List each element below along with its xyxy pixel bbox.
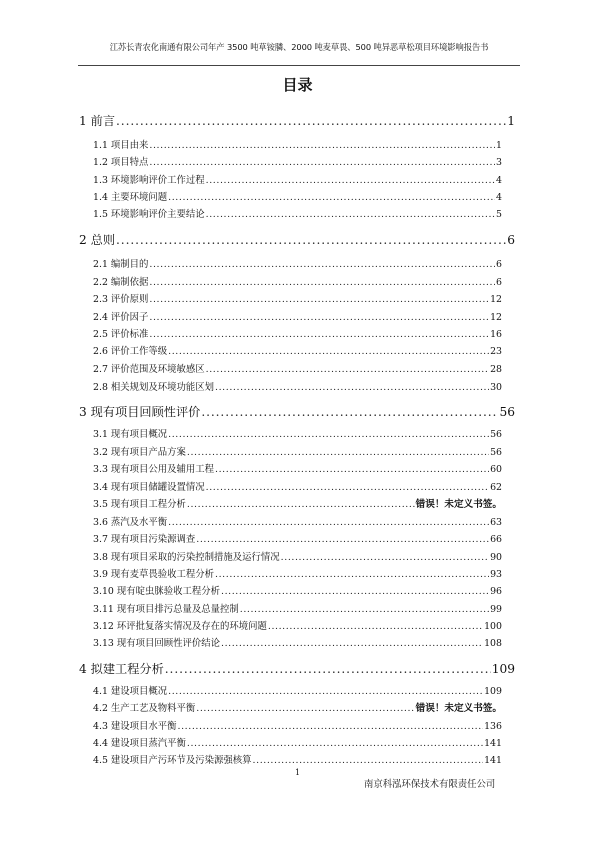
toc-page-number: 23 <box>490 346 502 357</box>
toc-entry-label: 3.5 现有项目工程分析 <box>93 499 186 510</box>
toc-section-entry[interactable] <box>93 635 502 649</box>
toc-entry-label: 2.6 评价工作等级 <box>93 346 168 357</box>
toc-page-number: 12 <box>490 312 502 323</box>
toc-leader-dots <box>165 662 491 676</box>
footer-company: 南京科泓环保技术有限责任公司 <box>364 779 496 790</box>
toc-leader-dots <box>149 277 495 288</box>
toc-section-entry[interactable] <box>93 172 502 186</box>
toc-entry-label: 3.2 现有项目产品方案 <box>93 447 186 458</box>
toc-entry-label: 4.5 建设项目产污环节及污染源强核算 <box>93 755 252 766</box>
toc-section-entry[interactable] <box>93 189 502 203</box>
toc-leader-dots <box>149 294 489 305</box>
toc-entry-label: 2.2 编制依据 <box>93 277 149 288</box>
toc-page-number: 56 <box>490 447 502 458</box>
toc-leader-dots <box>206 209 495 220</box>
toc-page-number: 6 <box>496 277 502 288</box>
toc-bookmark-error: 错误！未定义书签。 <box>415 703 502 714</box>
toc-leader-dots <box>240 604 489 615</box>
toc-section-entry[interactable] <box>93 549 502 563</box>
toc-section-entry[interactable] <box>93 601 502 615</box>
toc-leader-dots <box>178 721 484 732</box>
toc-page-number: 1 <box>507 114 515 128</box>
toc-leader-dots <box>187 738 483 749</box>
toc-page-number: 96 <box>490 586 502 597</box>
toc-page-number: 63 <box>490 517 502 528</box>
toc-leader-dots <box>268 621 483 632</box>
toc-section-entry[interactable] <box>93 137 502 151</box>
toc-page-number: 100 <box>484 621 502 632</box>
toc-section-entry[interactable] <box>93 326 502 340</box>
toc-page-number: 30 <box>490 382 502 393</box>
toc-leader-dots <box>168 686 483 697</box>
toc-page-number: 6 <box>507 233 515 247</box>
toc-page-number: 93 <box>490 569 502 580</box>
toc-entry-label: 2.5 评价标准 <box>93 329 149 340</box>
toc-leader-dots <box>196 703 414 714</box>
toc-chapter-entry[interactable] <box>79 403 515 420</box>
toc-page-number: 56 <box>499 405 515 419</box>
toc-leader-dots <box>201 405 498 419</box>
toc-entry-label: 1.5 环境影响评价主要结论 <box>93 209 205 220</box>
toc-section-entry[interactable] <box>93 566 502 580</box>
toc-leader-dots <box>221 586 489 597</box>
toc-leader-dots <box>149 157 495 168</box>
toc-leader-dots <box>168 346 489 357</box>
toc-entry-label: 4.2 生产工艺及物料平衡 <box>93 703 196 714</box>
toc-entry-label: 3.8 现有项目采取的污染控制措施及运行情况 <box>93 552 280 563</box>
toc-section-entry[interactable] <box>93 479 502 493</box>
toc-leader-dots <box>149 140 495 151</box>
toc-page-number: 136 <box>484 721 502 732</box>
toc-leader-dots <box>168 192 495 203</box>
toc-section-entry[interactable] <box>93 444 502 458</box>
toc-page-number: 141 <box>484 738 502 749</box>
toc-leader-dots <box>206 482 489 493</box>
toc-page-number: 28 <box>490 364 502 375</box>
toc-section-entry[interactable] <box>93 274 502 288</box>
toc-leader-dots <box>187 447 489 458</box>
toc-section-entry[interactable] <box>93 583 502 597</box>
toc-page-number: 109 <box>484 686 502 697</box>
toc-leader-dots <box>116 233 506 247</box>
toc-page-number: 108 <box>484 638 502 649</box>
toc-page-number: 4 <box>496 192 502 203</box>
toc-chapter-entry[interactable] <box>79 231 515 248</box>
toc-page-number: 66 <box>490 534 502 545</box>
toc-entry-label: 2.7 评价范围及环境敏感区 <box>93 364 205 375</box>
toc-section-entry[interactable] <box>93 752 502 766</box>
toc-page-number: 3 <box>496 157 502 168</box>
toc-page-number: 62 <box>490 482 502 493</box>
toc-section-entry[interactable] <box>93 206 502 220</box>
toc-leader-dots <box>149 329 489 340</box>
toc-page-number: 16 <box>490 329 502 340</box>
toc-entry-label: 3.10 现有啶虫脒验收工程分析 <box>93 586 220 597</box>
toc-page-number: 6 <box>496 259 502 270</box>
toc-section-entry[interactable] <box>93 514 502 528</box>
toc-entry-label: 2.4 评价因子 <box>93 312 149 323</box>
toc-entry-label: 3.7 现有项目污染源调查 <box>93 534 196 545</box>
toc-entry-label: 3.6 蒸汽及水平衡 <box>93 517 168 528</box>
toc-section-entry[interactable] <box>93 361 502 375</box>
toc-section-entry[interactable] <box>93 496 502 510</box>
toc-entry-label: 1.4 主要环境问题 <box>93 192 168 203</box>
toc-page-number: 90 <box>490 552 502 563</box>
toc-entry-label: 1.1 项目由来 <box>93 140 149 151</box>
toc-section-entry[interactable] <box>93 154 502 168</box>
toc-section-entry[interactable] <box>93 531 502 545</box>
page-title: 目录 <box>282 76 313 94</box>
toc-leader-dots <box>206 364 489 375</box>
toc-leader-dots <box>116 114 506 128</box>
toc-page-number: 1 <box>496 140 502 151</box>
toc-page-number: 60 <box>490 464 502 475</box>
toc-entry-label: 1.3 环境影响评价工作过程 <box>93 175 205 186</box>
toc-chapter-entry[interactable] <box>79 660 515 677</box>
toc-entry-label: 3.1 现有项目概况 <box>93 429 168 440</box>
toc-page-number: 141 <box>484 755 502 766</box>
toc-section-entry[interactable] <box>93 618 502 632</box>
toc-leader-dots <box>168 429 489 440</box>
toc-entry-label: 2 总则 <box>79 233 116 247</box>
toc-leader-dots <box>281 552 489 563</box>
toc-page-number: 4 <box>496 175 502 186</box>
toc-entry-label: 1.2 项目特点 <box>93 157 149 168</box>
toc-leader-dots <box>215 569 489 580</box>
toc-leader-dots <box>221 638 483 649</box>
toc-bookmark-error: 错误！未定义书签。 <box>415 499 502 510</box>
toc-leader-dots <box>168 517 489 528</box>
toc-entry-label: 3.4 现有项目储罐设置情况 <box>93 482 205 493</box>
toc-page-number: 109 <box>491 662 515 676</box>
toc-leader-dots <box>149 259 495 270</box>
toc-entry-label: 4.3 建设项目水平衡 <box>93 721 177 732</box>
toc-entry-label: 3.11 现有项目排污总量及总量控制 <box>93 604 239 615</box>
toc-section-entry[interactable] <box>93 683 502 697</box>
toc-entry-label: 4 拟建工程分析 <box>79 662 164 676</box>
toc-leader-dots <box>196 534 489 545</box>
toc-leader-dots <box>187 499 415 510</box>
toc-leader-dots <box>253 755 484 766</box>
toc-page-number: 99 <box>490 604 502 615</box>
toc-section-entry[interactable] <box>93 426 502 440</box>
toc-entry-label: 3 现有项目回顾性评价 <box>79 405 201 419</box>
page-number: 1 <box>295 768 301 777</box>
toc-entry-label: 4.1 建设项目概况 <box>93 686 168 697</box>
toc-section-entry[interactable] <box>93 343 502 357</box>
toc-section-entry[interactable] <box>93 718 502 732</box>
toc-leader-dots <box>215 382 489 393</box>
toc-leader-dots <box>206 175 495 186</box>
toc-entry-label: 1 前言 <box>79 114 116 128</box>
toc-section-entry[interactable] <box>93 379 502 393</box>
toc-section-entry[interactable] <box>93 256 502 270</box>
toc-section-entry[interactable] <box>93 735 502 749</box>
toc-section-entry[interactable] <box>93 461 502 475</box>
toc-entry-label: 3.9 现有麦草畏验收工程分析 <box>93 569 215 580</box>
toc-entry-label: 4.4 建设项目蒸汽平衡 <box>93 738 186 749</box>
toc-page-number: 5 <box>496 209 502 220</box>
toc-section-entry[interactable] <box>93 309 502 323</box>
toc-entry-label: 3.13 现有项目回顾性评价结论 <box>93 638 220 649</box>
toc-entry-label: 3.3 现有项目公用及辅用工程 <box>93 464 215 475</box>
toc-leader-dots <box>215 464 489 475</box>
toc-chapter-entry[interactable] <box>79 112 515 129</box>
toc-section-entry[interactable] <box>93 291 502 305</box>
toc-section-entry[interactable] <box>93 700 502 714</box>
toc-entry-label: 2.8 相关规划及环境功能区划 <box>93 382 215 393</box>
toc-page-number: 56 <box>490 429 502 440</box>
toc-entry-label: 2.1 编制目的 <box>93 259 149 270</box>
toc-leader-dots <box>149 312 489 323</box>
toc-page-number: 12 <box>490 294 502 305</box>
toc-entry-label: 3.12 环评批复落实情况及存在的环境问题 <box>93 621 267 632</box>
document-header: 江苏长青农化南通有限公司年产 3500 吨草铵膦、2000 吨麦草畏、500 吨异恶草松项目环境影响报告书 <box>109 42 489 52</box>
toc-entry-label: 2.3 评价原则 <box>93 294 149 305</box>
